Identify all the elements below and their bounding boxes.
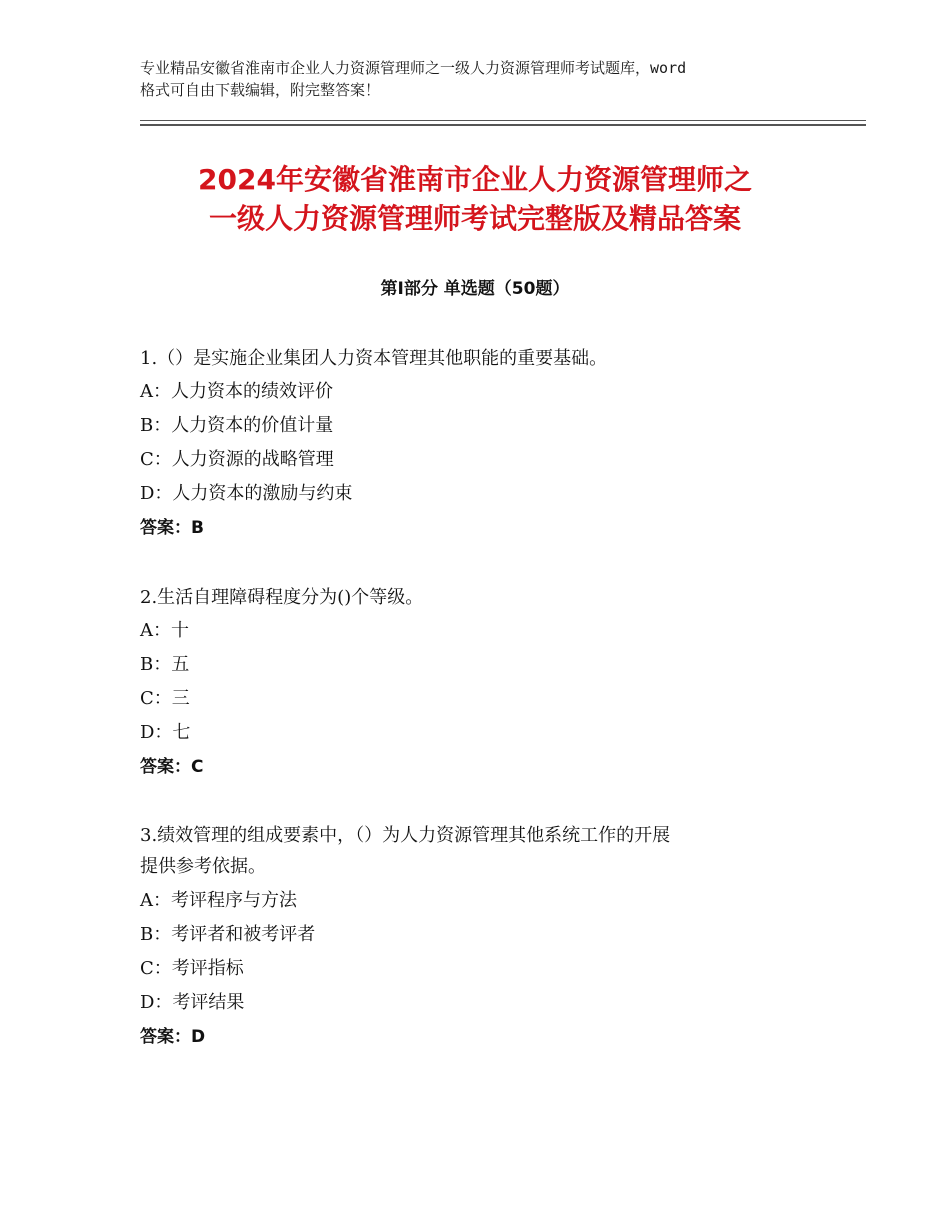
answer: 答案：D	[140, 1027, 206, 1047]
option-c: C：三	[140, 688, 190, 709]
option-b: B：考评者和被考评者	[140, 924, 316, 945]
header-divider-thin	[140, 120, 866, 121]
question-stem	[140, 583, 830, 612]
option-d: D：考评结果	[140, 992, 245, 1013]
option-c: C：考评指标	[140, 958, 244, 979]
header-divider-thick	[140, 124, 866, 126]
question-2	[140, 583, 830, 784]
question-1	[140, 344, 830, 545]
section-title: 第Ⅰ部分 单选题（50题）	[380, 279, 570, 299]
question-stem-line: 1.（）是实施企业集团人力资本管理其他职能的重要基础。	[140, 348, 608, 369]
option-a: A：人力资本的绩效评价	[140, 381, 333, 402]
question-3	[140, 820, 830, 1054]
question-stem	[140, 820, 830, 882]
option-a: A：十	[140, 620, 189, 641]
option-b: B：人力资本的价值计量	[140, 415, 334, 436]
question-stem-line: 3.绩效管理的组成要素中，（）为人力资源管理其他系统工作的开展	[140, 825, 671, 846]
document-title-line-1: 2024年安徽省淮南市企业人力资源管理师之	[198, 163, 752, 196]
header-note-line-2: 格式可自由下载编辑，附完整答案！	[140, 81, 381, 99]
document-title	[100, 160, 850, 238]
answer: 答案：C	[140, 757, 204, 777]
document-title-line-2: 一级人力资源管理师考试完整版及精品答案	[208, 202, 741, 235]
option-d: D：七	[140, 722, 191, 743]
question-stem-line: 提供参考依据。	[140, 856, 266, 877]
header-note-line-1: 专业精品安徽省淮南市企业人力资源管理师之一级人力资源管理师考试题库，word	[140, 59, 687, 77]
option-d: D：人力资本的激励与约束	[140, 483, 353, 504]
answer: 答案：B	[140, 518, 204, 538]
question-stem	[140, 344, 830, 373]
option-b: B：五	[140, 654, 190, 675]
header-note	[140, 57, 830, 101]
question-stem-line: 2.生活自理障碍程度分为()个等级。	[140, 587, 424, 608]
option-c: C：人力资源的战略管理	[140, 449, 334, 470]
option-a: A：考评程序与方法	[140, 890, 297, 911]
